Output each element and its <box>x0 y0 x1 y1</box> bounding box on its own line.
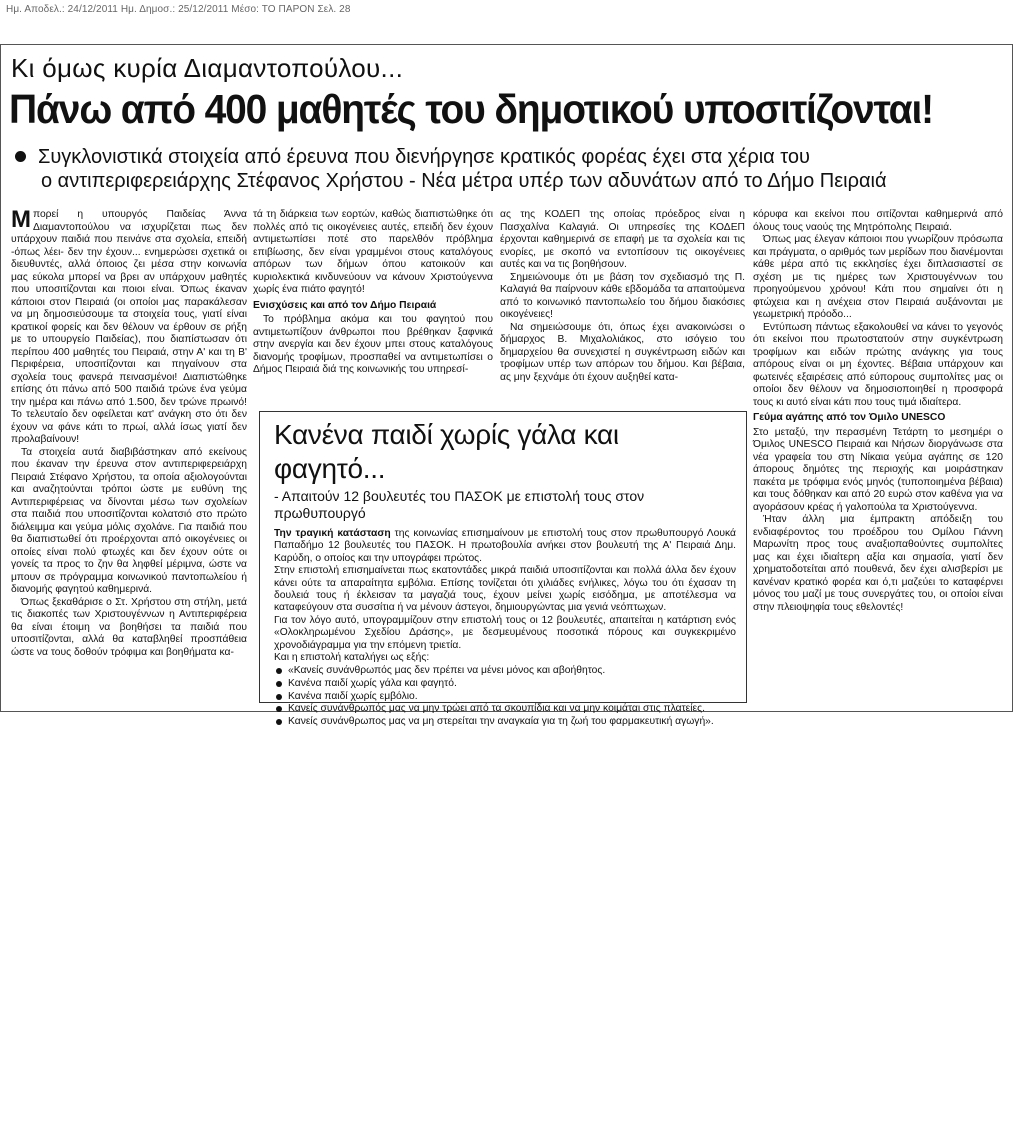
column-4 <box>753 209 1003 614</box>
box-paragraph-2: Στην επιστολή επισημαίνεται πως εκατοντάδες μικρά παιδιά υποσιτίζονται και πολλά άλλα δεν έχουν κάνει ούτε τα απαραίτητα εμβόλια. Επίσης τονίζεται ότι χιλιάδες ενήλικες, λόγω του ότι έχασαν τη δουλειά τους ή έκλεισαν τα μαγαζιά τους, έχουν μείνει χωρίς εισόδημα, με αποτέλεσμα να καταφεύγουν στα συσσίτια ή να μένουν άστεγοι, δημιουργώντας μια γενιά νεόπτωχων. <box>274 565 736 614</box>
box-title: Κανένα παιδί χωρίς γάλα και φαγητό... <box>274 419 619 484</box>
col1-paragraph-2: Τα στοιχεία αυτά διαβιβάστηκαν από εκείνους που έκαναν την έρευνα στον αντιπεριφερειάρχη Πειραιά Στέφανο Χρήστου, τα οποία αξιολογούνται και αναζητούνται τρόποι ώστε με ευθύνη της Αντιπεριφέρειας να δίνονται μέσω των σχολείων στα παιδιά που υποσιτίζονται κολατσιό στο πρώτο διάλειμμα και γεύμα μόλις σχολάνε. Για παιδιά που θα διαπιστωθεί ότι προέρχονται από οικογένειες οι οποίες είναι πολύ φτωχές και δεν έχουν ούτε οι γονείς τα προς το ζην θα ληφθεί μέριμνα, ώστε να μπουν σε πρόγραμμα κοινωνικού παντοπωλείου ή διανομής φαγητού καθημερινά. <box>11 446 247 595</box>
list-item: Κανένα παιδί χωρίς γάλα και φαγητό. <box>274 678 736 691</box>
headline: Πάνω από 400 μαθητές του δημοτικού υποσιτίζονται! <box>9 86 934 132</box>
col4-paragraph-3: Εντύπωση πάντως εξακολουθεί να κάνει το γεγονός ότι εκείνοι που πρωτοστατούν στην συγκέντρωση τροφίμων και ειδών πρώτης ανάγκης για τους απόρους είναι οι μη έχοντες. Βέβαια υπάρχουν και φωτεινές εξαιρέσεις από εύπορους συμπολίτες μας οι οποίοι δεν θέλουν να δημοσιοποιηθεί η προσφορά τους κι αυτό είναι κάτι που τους τιμά ιδιαίτερα. <box>753 321 1003 408</box>
col3-paragraph-1: ας της ΚΟΔΕΠ της οποίας πρόεδρος είναι η Πασχαλίνα Καλαγιά. Οι υπηρεσίες της ΚΟΔΕΠ έρχονται καθημερινά σε επαφή με τα σχολεία και τις ενορίες, με σκοπό να εντοπίσουν τις οικογένειες αυτές και να τις βοηθήσουν. <box>500 209 745 270</box>
clipping-metadata: Ημ. Αποδελ.: 24/12/2011 Ημ. Δημοσ.: 25/12/2011 Μέσο: ΤΟ ΠΑΡΟΝ Σελ. 28 <box>6 4 351 15</box>
drop-cap: Μ <box>11 206 31 233</box>
list-item: Κανείς συνάνθρωπός μας να μην τρώει από τα σκουπίδια και να μην κοιμάται στις πλατείες. <box>274 703 736 716</box>
col2-subheading: Ενισχύσεις και από τον Δήμο Πειραιά <box>253 299 437 311</box>
deck-line-2: ο αντιπεριφερειάρχης Στέφανος Χρήστου - Νέα μέτρα υπέρ των αδυνάτων από το Δήμο Πειραιά <box>41 170 887 192</box>
article-frame <box>0 44 1013 727</box>
list-item: Κανένα παιδί χωρίς εμβόλιο. <box>274 691 736 704</box>
col3-paragraph-2: Σημειώνουμε ότι με βάση τον σχεδιασμό της Π. Καλαγιά θα παίρνουν κάθε εβδομάδα τα απαιτούμενα από το κοινωνικό παντοπωλείο του δήμου διακόσιες οικογένειες! <box>500 271 745 320</box>
box-lead-bold: Την τραγική κατάσταση <box>274 528 391 539</box>
box-p1-text: της κοινωνίας επισημαίνουν με επιστολή τους στον πρωθυπουργό Λουκά Παπαδήμο 12 βουλευτές του ΠΑΣΟΚ. Η πρωτοβουλία ανήκει στον βουλευτή της Α' Πειραιά Δημ. Καρύδη, ο οποίος και την υπογράφει πρώτος. <box>274 528 736 564</box>
box-paragraph-3: Για τον λόγο αυτό, υπογραμμίζουν στην επιστολή τους οι 12 βουλευτές, απαιτείται η κατάρτιση ενός «Ολοκληρωμένου Σχεδίου Δράσης», με δεσμευμένους ποσοτικά πόρους και συγκεκριμένο χρονοδιάγραμμα για την επόμενη τριετία. <box>274 614 736 651</box>
col3-paragraph-3: Να σημειώσουμε ότι, όπως έχει ανακοινώσει ο δήμαρχος Β. Μιχαλολιάκος, στο ισόγειο του δημαρχείου θα συνεχιστεί η συγκέντρωση ειδών και τροφίμων υπέρ των απόρων του δήμου. Και βέβαια, ας μην ξεχνάμε ότι έχουν αυξηθεί κατα- <box>500 321 745 383</box>
col4-paragraph-5: Ήταν άλλη μια έμπρακτη απόδειξη του ενδιαφέροντος του προέδρου του Ομίλου Γιάννη Μαρωνίτη προς τους αναξιοπαθούντες συμπολίτες μας και έχει ιδιαίτερη αξία και σημασία, γιατί δεν χρηματοδοτείται από πουθενά, δεν έχει αλισβερίσι με κανέναν κρατικό φορέα και ό,τι μαζεύει το καταφέρνει μόνος του μαζί με τους συνεργάτες του, οι οποίοι είναι στην πλειοψηφία τους εθελοντές! <box>753 514 1003 613</box>
col1-paragraph-1 <box>11 206 247 447</box>
list-item: Κανείς συνάνθρωπος μας να μη στερείται την αναγκαία για τη ζωή του φαρμακευτική αγωγή». <box>274 716 736 729</box>
col1-paragraph-3: Όπως ξεκαθάρισε ο Στ. Χρήστου στη στήλη, μετά τις διακοπές των Χριστουγέννων η Αντιπεριφέρεια θα είναι έτοιμη να βοηθήσει τα παιδιά που υποσιτίζονται, αλλά θα καταβληθεί προσπάθεια ώστε να τους δοθούν τρόφιμα και βοηθήματα κα- <box>11 596 247 658</box>
list-item: «Κανείς συνάνθρωπός μας δεν πρέπει να μένει μόνος και αβοήθητος. <box>274 665 736 678</box>
col4-paragraph-4: Στο μεταξύ, την περασμένη Τετάρτη το μεσημέρι ο Όμιλος UNESCO Πειραιά και Νήσων διοργάνωσε στα νέα γραφεία του στη Νίκαια γεύμα αγάπης σε 120 άπορους δημότες της περιοχής και μοιράστηκαν πακέτα με τρόφιμα ενός μηνός (τυποποιημένα βέβαια) και τους δόθηκαν και από 20 ευρώ στον καθένα για να αγοράσουν κρέας ή γαλοπούλα τα Χριστούγεννα. <box>753 426 1003 513</box>
column-1 <box>11 206 247 659</box>
col4-subheading: Γεύμα αγάπης από τον Όμιλο UNESCO <box>753 412 946 423</box>
box-bullet-list <box>274 665 736 728</box>
col4-paragraph-2: Όπως μας έλεγαν κάποιοι που γνωρίζουν πρόσωπα και πράγματα, ο αριθμός των μερίδων που διανέμονται κάθε μέρα από τις εκκλησίες έχει διπλασιαστεί σε σχέση με τις ημέρες των Χριστουγέννων του προηγούμενου χρόνου! Κάτι που σημαίνει ότι η φτώχεια και η ανέχεια στον Πειραιά αυξάνονται με γεωμετρική πρόοδο... <box>753 234 1003 320</box>
sidebar-box <box>259 411 747 727</box>
column-3 <box>500 209 745 384</box>
kicker: Κι όμως κυρία Διαμαντοπούλου... <box>11 53 404 83</box>
box-paragraph-4: Και η επιστολή καταλήγει ως εξής: <box>274 652 430 664</box>
box-paragraph-1 <box>274 528 736 565</box>
col2-paragraph-2: Το πρόβλημα ακόμα και του φαγητού που αντιμετωπίζουν άνθρωποι που βρέθηκαν ξαφνικά στην ανεργία και δεν έχουν μπει στους καταλόγους διανομής τροφίμων, προσπαθεί να αντιμετωπίσει ο Δήμος Πειραιά διά της κοινωνικής του υπηρεσί- <box>253 314 493 375</box>
column-2 <box>253 209 493 377</box>
col2-paragraph-1: τά τη διάρκεια των εορτών, καθώς διαπιστώθηκε ότι πολλές από τις οικογένειες αυτές, επειδή δεν έχουν αντιμετωπίσει ποτέ στο παρελθόν πρόβλημα επιβίωσης, δεν είναι γραμμένοι στους καταλόγους απόρων των δήμων όπου κατοικούν και κυριολεκτικά κινδυνεύουν να κάνουν Χριστούγεννα χωρίς ένα πιάτο φαγητό! <box>253 209 493 295</box>
deck-line-1: Συγκλονιστικά στοιχεία από έρευνα που διενήργησε κρατικός φορέας έχει στα χέρια του <box>38 146 810 168</box>
bullet-icon <box>15 151 26 162</box>
col4-paragraph-1: κόρυφα και εκείνοι που σιτίζονται καθημερινά από όλους τους ναούς της Μητρόπολης Πειραιά. <box>753 209 1003 233</box>
col1-p1-text: πορεί η υπουργός Παιδείας Άννα Διαμαντοπούλου να ισχυρίζεται πως δεν υπάρχουν παιδιά που πεινάνε στα σχολεία, επειδή -όπως λέει- δεν την έχουν... ενημερώσει σχετικά οι διευθυντές, αλλά όποιος ζει μέσα στην κοινωνία μας εύκολα μπορεί να βρει αν υπάρχουν μαθητές που υποσιτίζονται και ποιοι είναι. Όπως έκαναν κάποιοι στον Πειραιά (οι οποίοι μας παρακάλεσαν να μη δημοσιεύσουμε τα στοιχεία τους, γιατί είναι κρατικοί φορείς και δεν θέλουν να έρθουν σε ρήξη με το υπουργείο Παιδείας), που διαπίστωσαν ότι περίπου 400 μαθητές του Πειραιά, στην Α' και τη Β' Περιφέρεια, υποσιτίζονται και πηγαίνουν στα σχολεία τους φανερά πεινασμένοι! Διαπιστώθηκε επίσης ότι πάνω από 500 παιδιά τρώνε ένα γεύμα την ημέρα και πάνω από 1.500, δεν τρώνε πρωινό! Το τελευταίο δεν οφείλεται κατ' ανάγκη στο ότι δεν έχουν να φάνε κάτι το πρωί, αλλά ίσως γιατί δεν προλαβαίνουν! <box>11 209 247 445</box>
box-subtitle: - Απαιτούν 12 βουλευτές του ΠΑΣΟΚ με επιστολή τους στον πρωθυπουργό <box>274 488 645 521</box>
box-body <box>274 528 736 664</box>
deck <box>15 145 1005 193</box>
